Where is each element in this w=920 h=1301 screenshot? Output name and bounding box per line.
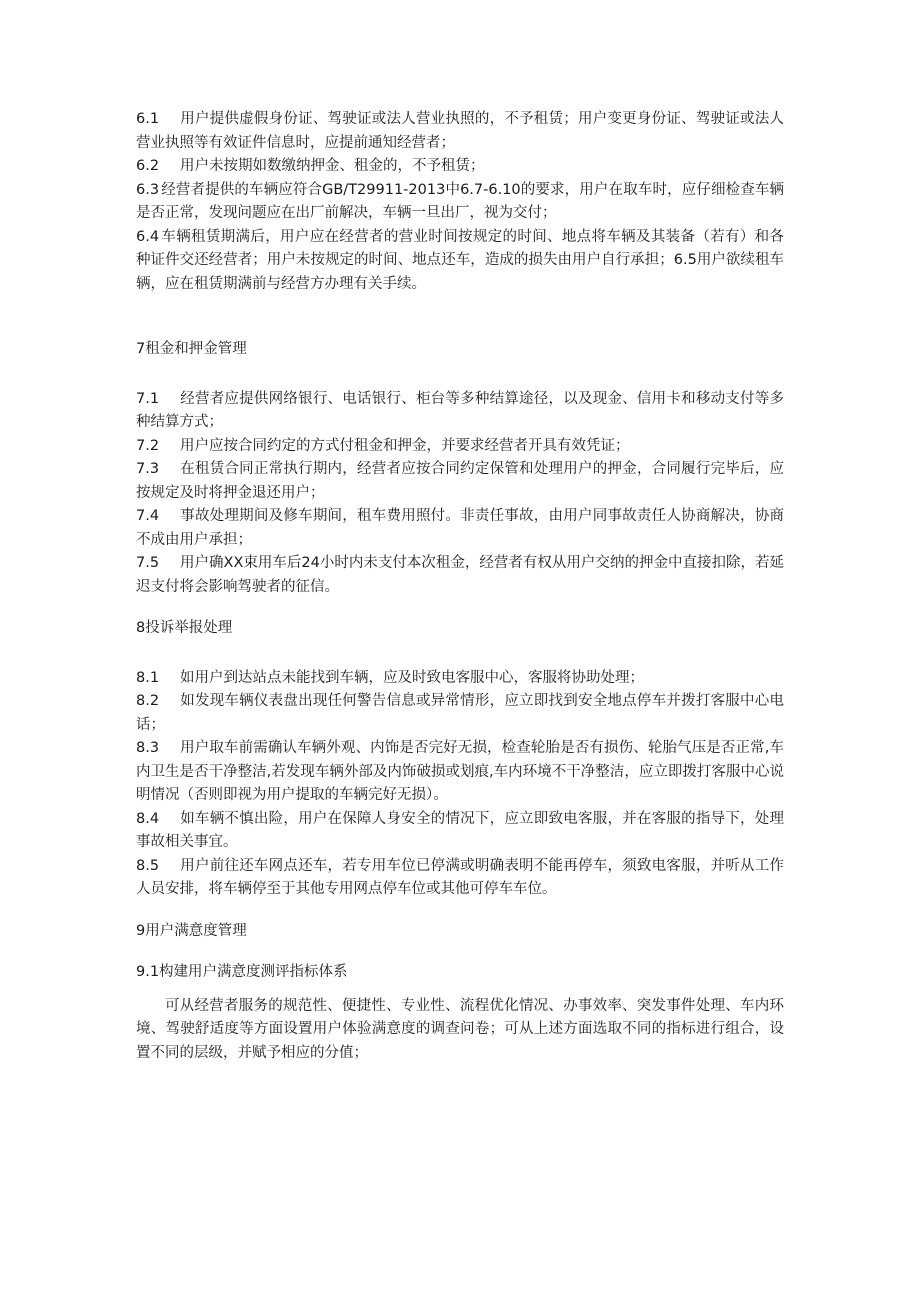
section-9-1-subheading: 9.1构建用户满意度测评指标体系 — [136, 964, 348, 980]
clause-text: 在租赁合同正常执行期内，经营者应按合同约定保管和处理用户的押金，合同履行完毕后，应按规定及时将押金退还用户； — [136, 461, 784, 501]
clause-number: 6.3 — [136, 181, 160, 198]
section-9-1-paragraph: 可从经营者服务的规范性、便捷性、专业性、流程优化情况、办事效率、突发事件处理、车内环境、驾驶舒适度等方面设置用户体验满意度的调查问卷；可从上述方面选取不同的指标进行组合，设置不同的层级，并赋予相应的分值； — [136, 997, 784, 1061]
section-8-heading: 8投诉举报处理 — [136, 620, 233, 636]
clause-number: 7.2 — [136, 437, 160, 454]
clause-number: 8.3 — [136, 740, 160, 756]
clause-text: 车辆租赁期满后，用户应在经营者的营业时间按规定的时间、地点将车辆及其装备（若有）和各种证件交还经营者；用户未按规定的时间、地点还车，造成的损失由用户自行承担；6.5用户欲续租车辆，应在租赁期满前与经营方办理有关手续。 — [136, 228, 784, 292]
clause-text: 用户取车前需确认车辆外观、内饰是否完好无损，检查轮胎是否有损伤、轮胎气压是否正常,车内卫生是否干净整洁,若发现车辆外部及内饰破损或划痕,车内环境不干净整洁，应立即拨打客服中心说明情况（否则即视为用户提取的车辆完好无损）。 — [136, 740, 784, 803]
clause-number: 8.4 — [136, 810, 160, 827]
clause-text: 如车辆不慎出险，用户在保障人身安全的情况下，应立即致电客服，并在客服的指导下，处理事故相关事宜。 — [136, 810, 784, 850]
clause-number: 8.1 — [136, 669, 160, 686]
document-page — [136, 108, 784, 1065]
clause-7-3 — [136, 458, 784, 505]
clause-7-2 — [136, 435, 784, 459]
section-7-heading: 7租金和押金管理 — [136, 341, 247, 357]
clause-number: 7.3 — [136, 461, 160, 477]
clause-number: 7.4 — [136, 508, 160, 524]
clause-6-4 — [136, 226, 784, 297]
clause-text: 经营者应提供网络银行、电话银行、柜台等多种结算途径，以及现金、信用卡和移动支付等多种结算方式； — [136, 390, 784, 430]
clause-text: 如发现车辆仪表盘出现任何警告信息或异常情形，应立即找到安全地点停车并拨打客服中心电话； — [136, 693, 784, 733]
clause-7-5 — [136, 552, 784, 599]
clause-text: 事故处理期间及修车期间，租车费用照付。非责任事故，由用户同事故责任人协商解决，协商不成由用户承担； — [136, 508, 784, 548]
section-9-heading: 9用户满意度管理 — [136, 922, 247, 939]
clause-number: 6.4 — [136, 228, 160, 245]
clause-7-1 — [136, 388, 784, 435]
clause-text: 用户应按合同约定的方式付租金和押金，并要求经营者开具有效凭证； — [180, 437, 630, 454]
clause-number: 7.1 — [136, 390, 160, 407]
clause-number: 6.2 — [136, 158, 160, 174]
clause-number: 6.1 — [136, 111, 160, 127]
clause-text: 用户确XX束用车后24小时内未支付本次租金，经营者有权从用户交纳的押金中直接扣除，若延迟支付将会影响驾驶者的征信。 — [136, 555, 784, 595]
clause-text: 用户提供虚假身份证、驾驶证或法人营业执照的，不予租赁；用户变更身份证、驾驶证或法人营业执照等有效证件信息时，应提前通知经营者； — [136, 111, 784, 151]
clause-number: 7.5 — [136, 555, 160, 571]
clause-8-2 — [136, 690, 784, 737]
clause-6-2 — [136, 155, 784, 179]
clause-7-4 — [136, 505, 784, 552]
clause-text: 经营者提供的车辆应符合GB/T29911-2013中6.7-6.10的要求，用户在取车时，应仔细检查车辆是否正常，发现问题应在出厂前解决，车辆一旦出厂，视为交付； — [136, 181, 784, 221]
clause-number: 8.2 — [136, 693, 160, 709]
clause-6-3 — [136, 179, 784, 226]
clause-8-1 — [136, 667, 784, 691]
clause-8-4 — [136, 808, 784, 855]
clause-text: 如用户到达站点未能找到车辆，应及时致电客服中心，客服将协助处理； — [180, 669, 644, 686]
clause-6-1 — [136, 108, 784, 155]
clause-number: 8.5 — [136, 857, 160, 874]
clause-text: 用户前往还车网点还车，若专用车位已停满或明确表明不能再停车，须致电客服，并听从工作人员安排，将车辆停至于其他专用网点停车位或其他可停车车位。 — [136, 857, 784, 897]
clause-text: 用户未按期如数缴纳押金、租金的，不予租赁； — [180, 158, 485, 174]
clause-8-5 — [136, 855, 784, 902]
clause-8-3 — [136, 737, 784, 808]
